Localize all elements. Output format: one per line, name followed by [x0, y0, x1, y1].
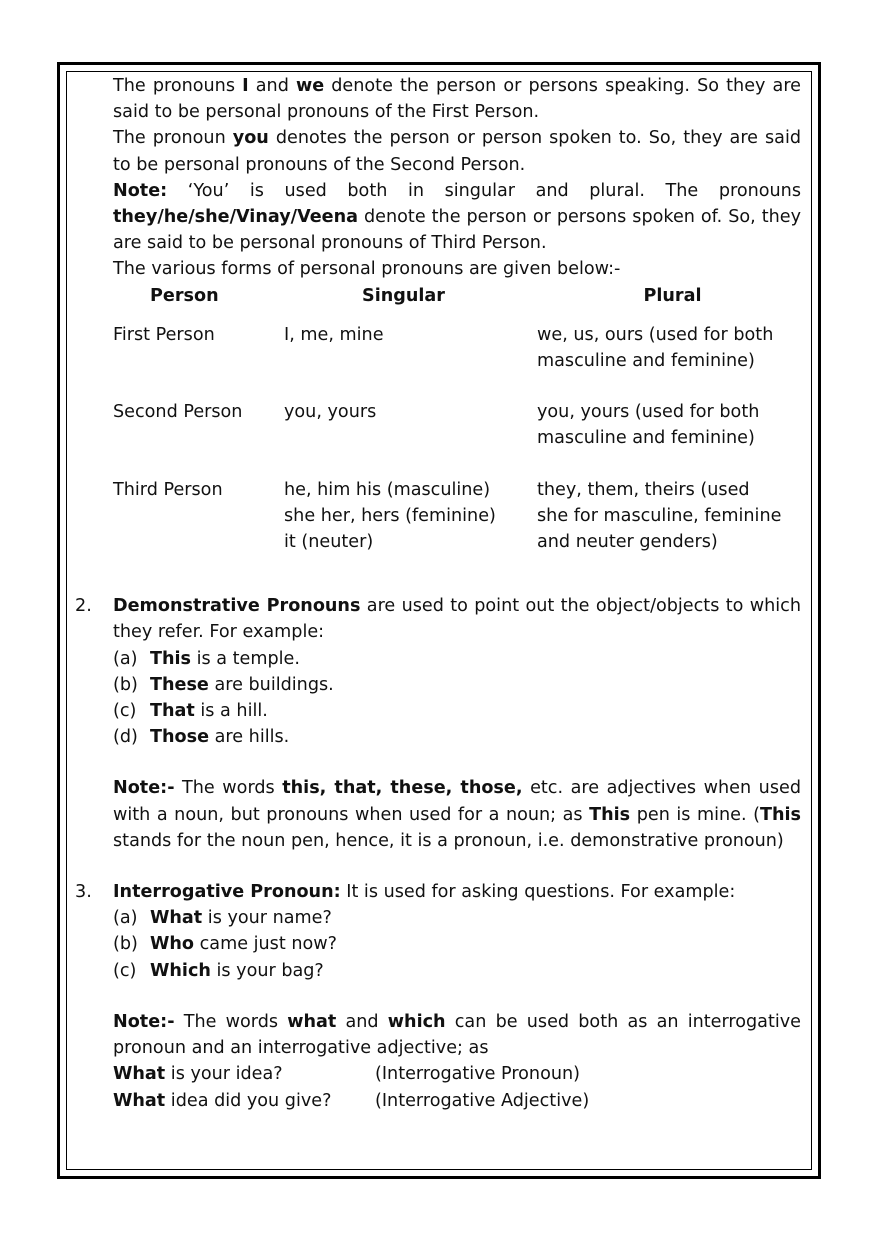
cell-person: First Person [113, 324, 215, 345]
example-item [113, 958, 801, 984]
example-label: (b) [113, 674, 138, 695]
second-person-paragraph [113, 125, 801, 177]
bold-text: Which [150, 960, 211, 981]
text: and [248, 76, 296, 96]
bold-text: I [242, 76, 249, 96]
text: It is used for asking questions. For example: [340, 882, 736, 903]
bold-text: Those [150, 727, 210, 748]
example-sentence [113, 1088, 375, 1114]
example-item [113, 698, 801, 724]
example-type: (Interrogative Pronoun) [375, 1064, 581, 1085]
cell-line: it (neuter) [284, 532, 374, 553]
bold-text: These [150, 674, 209, 695]
text: The words [174, 778, 283, 799]
example-item [113, 905, 801, 931]
note-label: Note: [113, 180, 168, 201]
example-text [150, 646, 300, 672]
text: etc. are adjectives when used with a noun, but pronouns when used for a noun; as [113, 778, 801, 825]
first-person-paragraph [113, 73, 801, 125]
example-label: (d) [113, 727, 138, 748]
header-person: Person [150, 285, 219, 306]
example-text [150, 724, 289, 750]
text: idea did you give? [165, 1090, 332, 1111]
bold-text: What [113, 1064, 166, 1085]
bold-text: this, that, these, those, [282, 778, 523, 799]
cell-line: you, yours (used for both [537, 402, 760, 423]
bold-text: Who [150, 934, 195, 955]
demonstrative-note [113, 775, 801, 854]
example-item [113, 646, 801, 672]
cell-person: Second Person [113, 402, 243, 423]
note-label: Note:- [113, 778, 175, 799]
example-type: (Interrogative Adjective) [375, 1090, 590, 1111]
table-row [113, 477, 801, 556]
interrogative-intro [113, 879, 801, 905]
forms-intro: The various forms of personal pronouns are given below:- [113, 259, 621, 280]
text: pen is mine. ( [630, 804, 760, 825]
example-pair [113, 1088, 801, 1114]
cell-singular [284, 477, 537, 556]
cell-line: we, us, ours (used for both [537, 324, 774, 345]
cell-plural [537, 322, 801, 374]
example-text [150, 905, 332, 931]
header-plural: Plural [643, 285, 702, 306]
bold-text: This [589, 804, 631, 825]
text: is a temple. [191, 648, 300, 669]
bold-text: That [150, 701, 195, 722]
example-label: (a) [113, 908, 138, 929]
text: is a hill. [194, 701, 268, 722]
table-row [113, 322, 801, 374]
bold-text: we [295, 76, 325, 96]
third-person-note [113, 178, 801, 257]
example-sentence [113, 1061, 375, 1087]
bold-text: they/he/she/Vinay/Veena [113, 207, 359, 228]
section-demonstrative [75, 593, 802, 854]
cell-line: they, them, theirs (used [537, 479, 750, 500]
bold-text: Demonstrative Pronouns [113, 596, 361, 617]
example-item [113, 931, 801, 957]
bold-text: This [759, 804, 802, 825]
cell-line: and neuter genders) [537, 532, 718, 553]
text: The words [174, 1011, 288, 1032]
header-singular: Singular [362, 285, 445, 306]
text: and [336, 1011, 388, 1032]
example-text [150, 672, 334, 698]
cell-line: masculine and feminine) [537, 428, 755, 449]
text: denote the person or persons speaking. So they are said to be personal pronouns of the First Person. [113, 76, 801, 123]
example-text [150, 698, 268, 724]
text: denote the person or persons spoken of. So, they are said to be personal pronouns of Third Person. [113, 207, 801, 254]
bold-text: What [150, 908, 203, 929]
section-interrogative [75, 879, 801, 1114]
text: are hills. [209, 727, 290, 748]
bold-text: what [287, 1011, 337, 1032]
example-label: (c) [113, 701, 137, 722]
cell-plural [537, 399, 801, 451]
page-content [75, 73, 802, 1114]
cell-line: masculine and feminine) [537, 351, 755, 372]
cell-line: she her, hers (feminine) [284, 505, 496, 526]
example-item [113, 672, 801, 698]
section-number: 3. [75, 882, 92, 903]
text: can be used both as an interrogative pronoun and an interrogative adjective; as [113, 1011, 801, 1059]
example-label: (c) [113, 960, 137, 981]
example-pair [113, 1061, 801, 1087]
bold-text: Interrogative Pronoun: [113, 882, 341, 903]
text: is your bag? [210, 960, 324, 981]
table-row [113, 399, 801, 451]
text: is your name? [202, 908, 332, 929]
text: are buildings. [208, 674, 334, 695]
text: is your idea? [165, 1064, 283, 1085]
text: ‘You’ is used both in singular and plural. The pronouns [167, 180, 801, 201]
pronoun-table-header [113, 283, 801, 309]
note-label: Note:- [113, 1011, 175, 1032]
example-text [150, 931, 337, 957]
cell-line: she for masculine, feminine [537, 505, 782, 526]
cell-plural [537, 477, 801, 556]
example-label: (a) [113, 648, 138, 669]
text: The pronouns [113, 76, 243, 96]
interrogative-note [113, 1009, 801, 1061]
text: denotes the person or person spoken to. So, they are said to be personal pronouns of the Second Person. [113, 128, 801, 175]
cell-singular [284, 399, 537, 451]
section-number: 2. [75, 596, 92, 617]
text: are used to point out the object/objects to which they refer. For example: [113, 596, 801, 643]
cell-line: I, me, mine [284, 324, 384, 345]
example-text [150, 958, 324, 984]
cell-person: Third Person [113, 479, 223, 500]
bold-text: you [232, 128, 269, 149]
text: stands for the noun pen, hence, it is a pronoun, i.e. demonstrative pronoun) [113, 830, 784, 851]
cell-line: he, him his (masculine) [284, 479, 491, 500]
demonstrative-intro [113, 593, 801, 645]
text: The pronoun [113, 128, 233, 149]
example-label: (b) [113, 934, 138, 955]
bold-text: This [150, 648, 192, 669]
bold-text: which [387, 1011, 446, 1032]
example-item [113, 724, 801, 750]
text: came just now? [194, 934, 337, 955]
cell-singular [284, 322, 537, 374]
bold-text: What [113, 1090, 166, 1111]
cell-line: you, yours [284, 402, 377, 423]
